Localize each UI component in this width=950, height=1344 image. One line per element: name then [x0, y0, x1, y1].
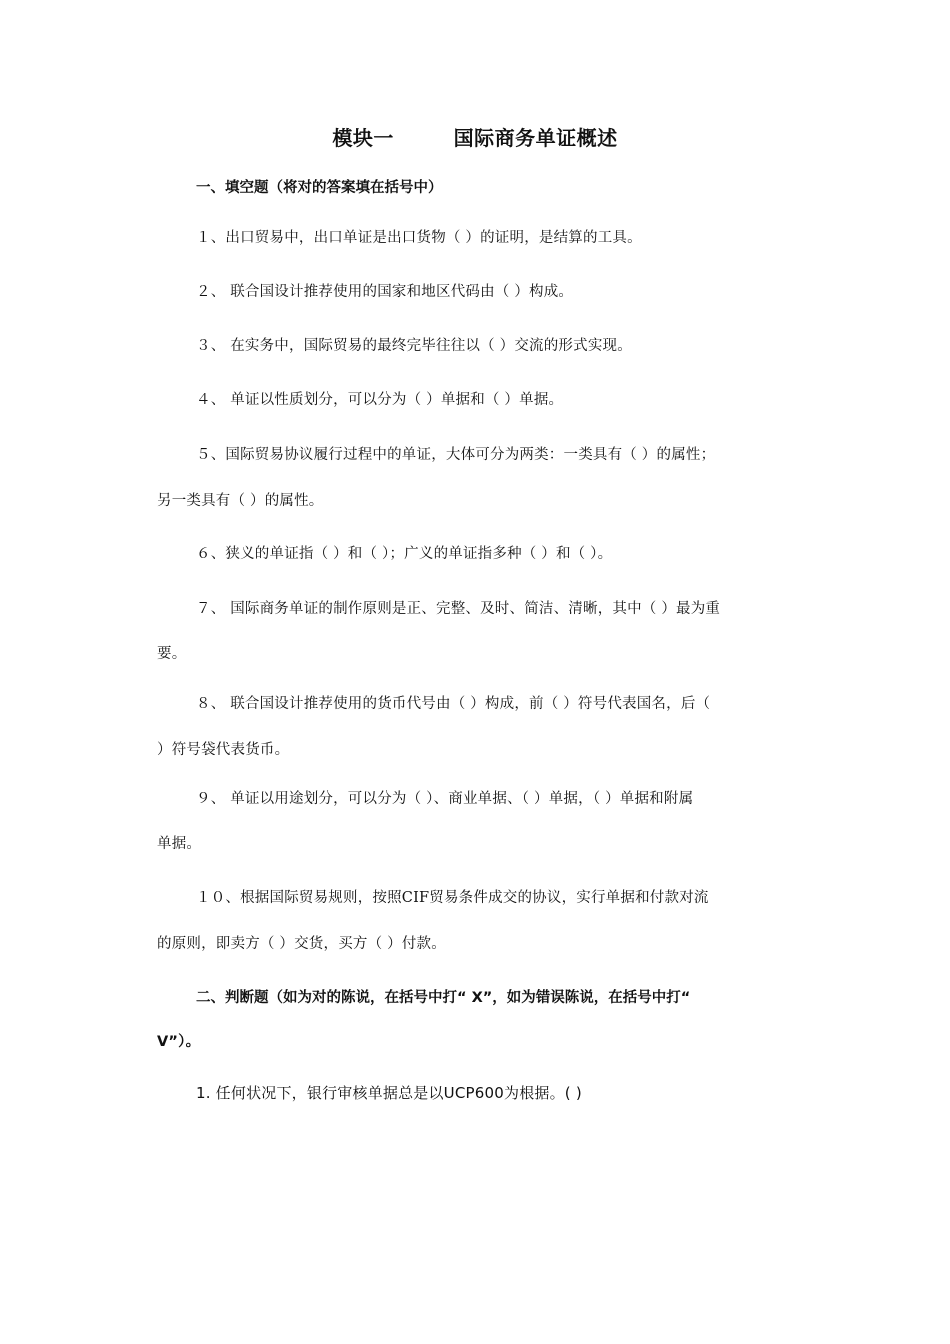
section-1-heading: 一、填空题（将对的答案填在括号中） [196, 180, 443, 196]
question-7-line-1: ７、 国际商务单证的制作原则是正、完整、及时、简洁、清晰，其中（ ）最为重 [196, 601, 721, 617]
question-2: ２、 联合国设计推荐使用的国家和地区代码由（ ）构成。 [196, 284, 574, 300]
question-3: ３、 在实务中，国际贸易的最终完毕往往以（ ）交流的形式实现。 [196, 338, 632, 354]
question-8-line-2: ）符号袋代表货币。 [157, 742, 290, 758]
question-9-line-2: 单据。 [157, 836, 202, 852]
question-6: ６、狭义的单证指（ ）和（ ）；广义的单证指多种（ ）和（ ）。 [196, 546, 613, 562]
question-8-line-1: ８、 联合国设计推荐使用的货币代号由（ ）构成，前（ ）符号代表国名，后（ [196, 696, 711, 712]
question-1: １、出口贸易中，出口单证是出口货物（ ）的证明，是结算的工具。 [196, 230, 642, 246]
question-7-line-2: 要。 [157, 646, 187, 662]
judgment-item-1: 1. 任何状况下，银行审核单据总是以UCP600为根据。( ) [196, 1084, 582, 1102]
question-5-line-1: ５、国际贸易协议履行过程中的单证，大体可分为两类：一类具有（ ）的属性； [196, 447, 716, 463]
section-2-heading-line-2: V”）。 [157, 1034, 201, 1050]
question-4: ４、 单证以性质划分，可以分为（ ）单据和（ ）单据。 [196, 392, 564, 408]
question-5-line-2: 另一类具有（ ）的属性。 [157, 493, 324, 509]
section-2-heading-line-1: 二、判断题（如为对的陈说，在括号中打“ X”，如为错误陈说，在括号中打“ [196, 990, 691, 1006]
question-10-line-1: １０、根据国际贸易规则，按照CIF贸易条件成交的协议，实行单据和付款对流 [196, 890, 709, 906]
question-9-line-1: ９、 单证以用途划分，可以分为（ ）、商业单据、（ ）单据，（ ）单据和附属 [196, 791, 694, 807]
question-10-line-2: 的原则，即卖方（ ）交货，买方（ ）付款。 [157, 936, 446, 952]
page-title: 模块一 国际商务单证概述 [332, 126, 618, 150]
